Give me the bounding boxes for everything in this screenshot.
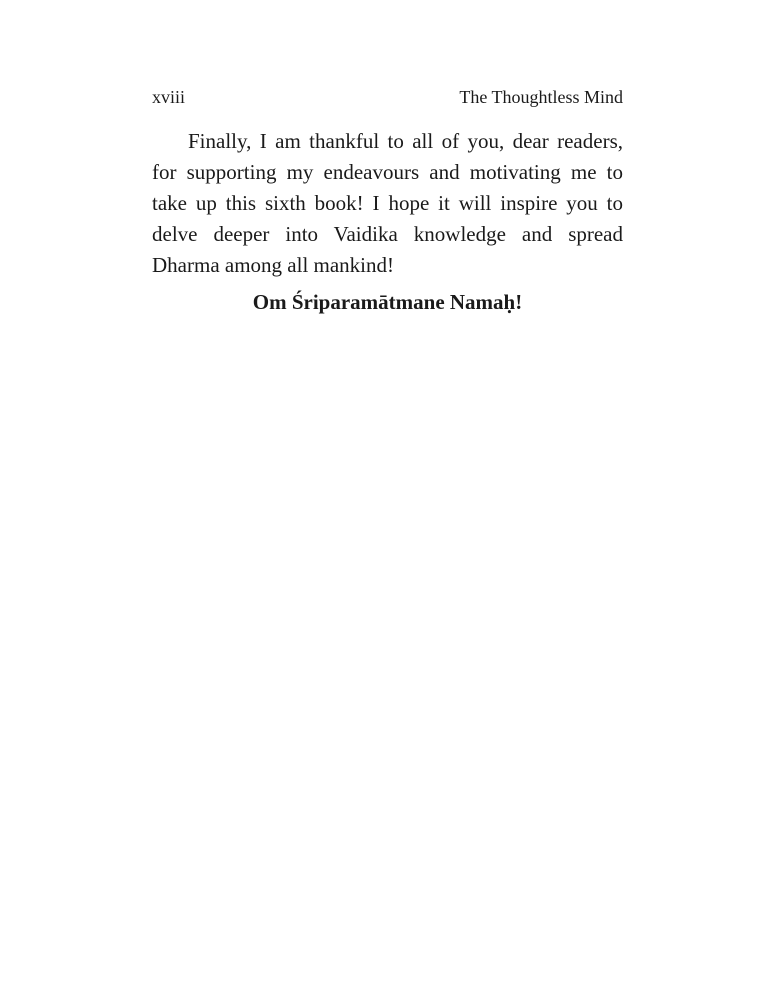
running-title: The Thoughtless Mind [459, 87, 623, 107]
closing-invocation: Om Śriparamātmane Namaḥ! [252, 290, 523, 314]
page-number: xviii [152, 87, 186, 107]
body-paragraph: Finally, I am thankful to all of you, dear readers, for supporting my endeavours and motivating me to take up this sixth book! I hope it will inspire you to delve deeper into Vaidika knowledge and spread Dharma among all mankind! [152, 129, 623, 277]
running-header [152, 86, 623, 110]
